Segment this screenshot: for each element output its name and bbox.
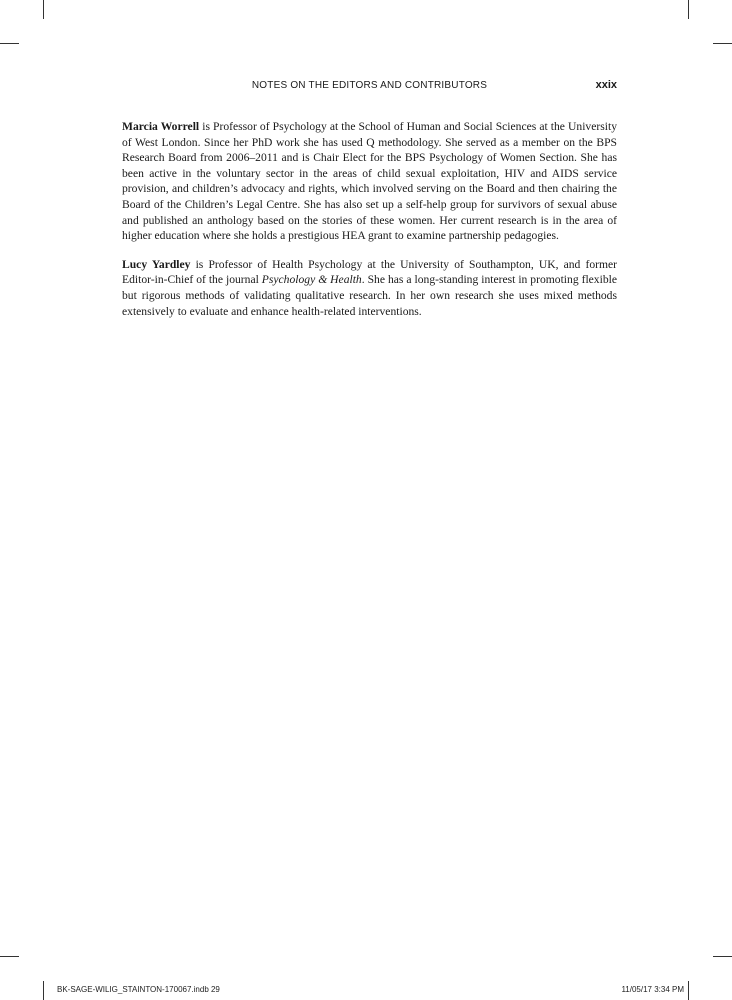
journal-title: Psychology & Health xyxy=(261,273,362,287)
running-head xyxy=(122,79,617,95)
bio-text: is Professor of Health Psychology at the University of Southampton, UK, and former Editor-in-Chief of the journal xyxy=(122,257,618,287)
crop-mark-top-left xyxy=(43,0,44,19)
bio-paragraph-yardley xyxy=(122,257,617,319)
contributor-notes xyxy=(122,119,617,332)
crop-mark-right-top xyxy=(713,43,732,44)
bio-text: . She has a long-standing interest in promoting flexible but rigorous methods of validating qualitative research. In her own research she uses mixed methods extensively to evaluate and enhance health-related interventions. xyxy=(122,273,617,318)
crop-mark-bottom-left xyxy=(43,981,44,1000)
crop-mark-left-top xyxy=(0,43,19,44)
crop-mark-right-bottom xyxy=(713,956,732,957)
bio-text: is Professor of Psychology at the School of Human and Social Sciences at the University of West London. Since her PhD work she has used Q methodology. She served as a member on the BPS Research Board from 2006–2011 and is Chair Elect for the BPS Psychology of Women Section. She has been active in the voluntary sector in the areas of child sexual exploitation, HIV and AIDS service provision, and children’s advocacy and rights, which involved serving on the Board and then chairing the Board of the Children’s Legal Centre. She has also set up a self-help group for survivors of sexual abuse and published an anthology based on the stories of these women. Her current research is in the area of higher education where she holds a prestigious HEA grant to examine partnership pedagogies. xyxy=(122,120,617,243)
contributor-name: Lucy Yardley xyxy=(122,257,191,271)
bio-paragraph-worrell xyxy=(122,119,617,244)
page-number: xxix xyxy=(595,79,617,91)
crop-mark-top-right xyxy=(688,0,689,19)
print-timestamp: 11/05/17 3:34 PM xyxy=(621,985,684,994)
crop-mark-bottom-right xyxy=(688,981,689,1000)
contributor-name: Marcia Worrell xyxy=(122,120,200,133)
file-slug: BK-SAGE-WILIG_STAINTON-170067.indb 29 xyxy=(57,985,220,994)
running-title: NOTES ON THE EDITORS AND CONTRIBUTORS xyxy=(251,80,488,91)
crop-mark-left-bottom xyxy=(0,956,19,957)
